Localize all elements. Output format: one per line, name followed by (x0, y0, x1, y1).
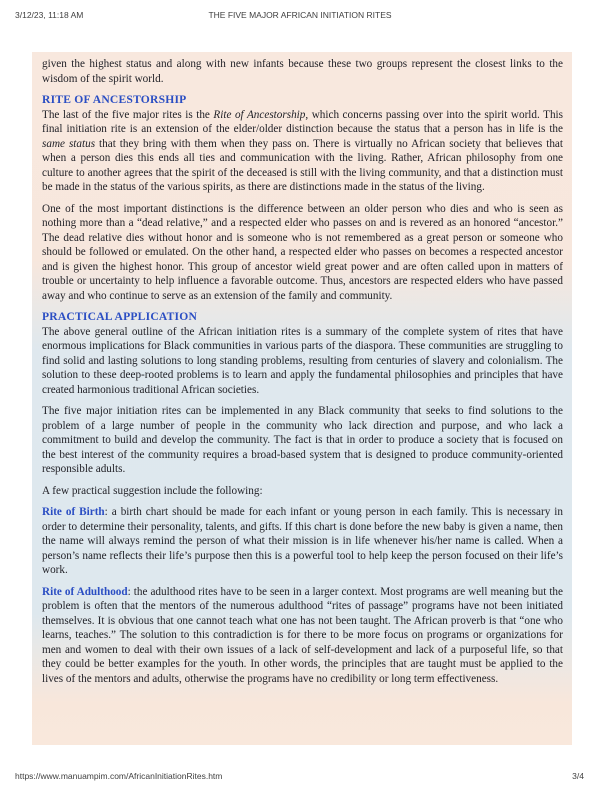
text-run: One of the most important distinctions is the difference between an older person who dies and who is seen as nothing more than a “dead relative,” and a respected elder who passes on and is revered as an honored “ancestor.” The dead relative dies without honor and is someone who is not remembered as a great person or someone who should be followed or emulated. On the other hand, a respected elder who passes on becomes a respected ancestor and is given the highest honor. This group of ancestor wield great power and are often called upon in matters of trouble or uncertainty to help influence a favorable outcome. Thus, ancestors are respected elders who have passed away and who continue to serve as an extension of the family and community. (42, 202, 563, 302)
paragraph (42, 108, 563, 195)
section-heading: RITE OF ANCESTORSHIP (42, 93, 187, 106)
text-run: given the highest status and along with new infants because these two groups represent the closest links to the wisdom of the spirit world. (42, 58, 563, 85)
print-footer (0, 771, 600, 785)
section-heading: PRACTICAL APPLICATION (42, 310, 198, 323)
paragraph (42, 404, 563, 477)
text-run: The last of the five major rites is the (42, 108, 214, 121)
term-label: Rite of Adulthood (42, 585, 128, 598)
text-run: that they bring with them when they pass on. There is virtually no African society that believes that when a person dies this ends all ties and communication with the living. Rather, African philosophy from one culture to another agrees that the spirit of the deceased is still with the living community, and that a distinction must be made in the status of the various spirits, as there are distinctions made in the status of the living. (42, 137, 563, 193)
paragraph (42, 202, 563, 304)
text-run: , which concerns passing over into the spirit world. This final initiation rite is an extension of the elder/older distinction because the status that a person has in life is the (42, 108, 563, 135)
header-document-title: THE FIVE MAJOR AFRICAN INITIATION RITES (208, 10, 392, 20)
paragraph (42, 325, 563, 398)
term-label: Rite of Birth (42, 506, 105, 518)
paragraph (42, 505, 563, 578)
text-run: : the adulthood rites have to be seen in a larger context. Most programs are well meaning but the problem is often that the mentors of the numerous adulthood “rites of passage” programs have not been initiated themselves. It is obvious that one cannot teach what one has not been taught. The African proverb is that “one who learns, teaches.” The solution to this contradiction is for there to be more focus on programs or organizations for men and women to deal with their own issues of a lack of self-development and lack of a purposeful life, so that they could be better examples for the youth. In other words, the principles that are taught must be applied to the lives of the mentors and adults, otherwise the programs have no credibility or long term effectiveness. (42, 585, 563, 685)
text-run: Rite of Ancestorship (213, 108, 306, 121)
print-header (0, 10, 600, 24)
header-timestamp: 3/12/23, 11:18 AM (15, 10, 84, 20)
text-run: : a birth chart should be made for each infant or young person in each family. This is necessary in order to determine their personality, talents, and gifts. If this chart is done before the new baby is given a name, then the name will always remind the person of what their mission is in life whenever his/her name is called. When a person’s name reflects their life’s purpose then this is a powerful tool to help keep the person focused on their life’s work. (42, 506, 564, 576)
footer-page-number: 3/4 (572, 771, 584, 781)
text-run: same status (42, 137, 96, 150)
paragraph (42, 57, 563, 86)
footer-source-url: https://www.manuampim.com/AfricanInitiationRites.htm (15, 771, 223, 781)
text-run: The above general outline of the African initiation rites is a summary of the complete system of rites that have enormous implications for Black communities in various parts of the diaspora. These communities are struggling to find solid and lasting solutions to long standing problems, resulting from centuries of slavery and colonialism. The solution to these deep-rooted problems is to learn and apply the fundamental philosophies and principles that have created harmonious traditional African societies. (42, 325, 563, 396)
paragraph (42, 484, 563, 499)
document-body (32, 52, 572, 745)
text-run: A few practical suggestion include the following: (42, 484, 263, 497)
text-run: The five major initiation rites can be implemented in any Black community that seeks to find solutions to the problem of a large number of people in the community who lack direction and purpose, and who lack a commitment to build and develop the community. The fact is that in order to produce a society that is focused on the best interest of the community requires a broad-based system that is designed to produce community-oriented responsible adults. (42, 405, 563, 475)
paragraph (42, 585, 563, 687)
